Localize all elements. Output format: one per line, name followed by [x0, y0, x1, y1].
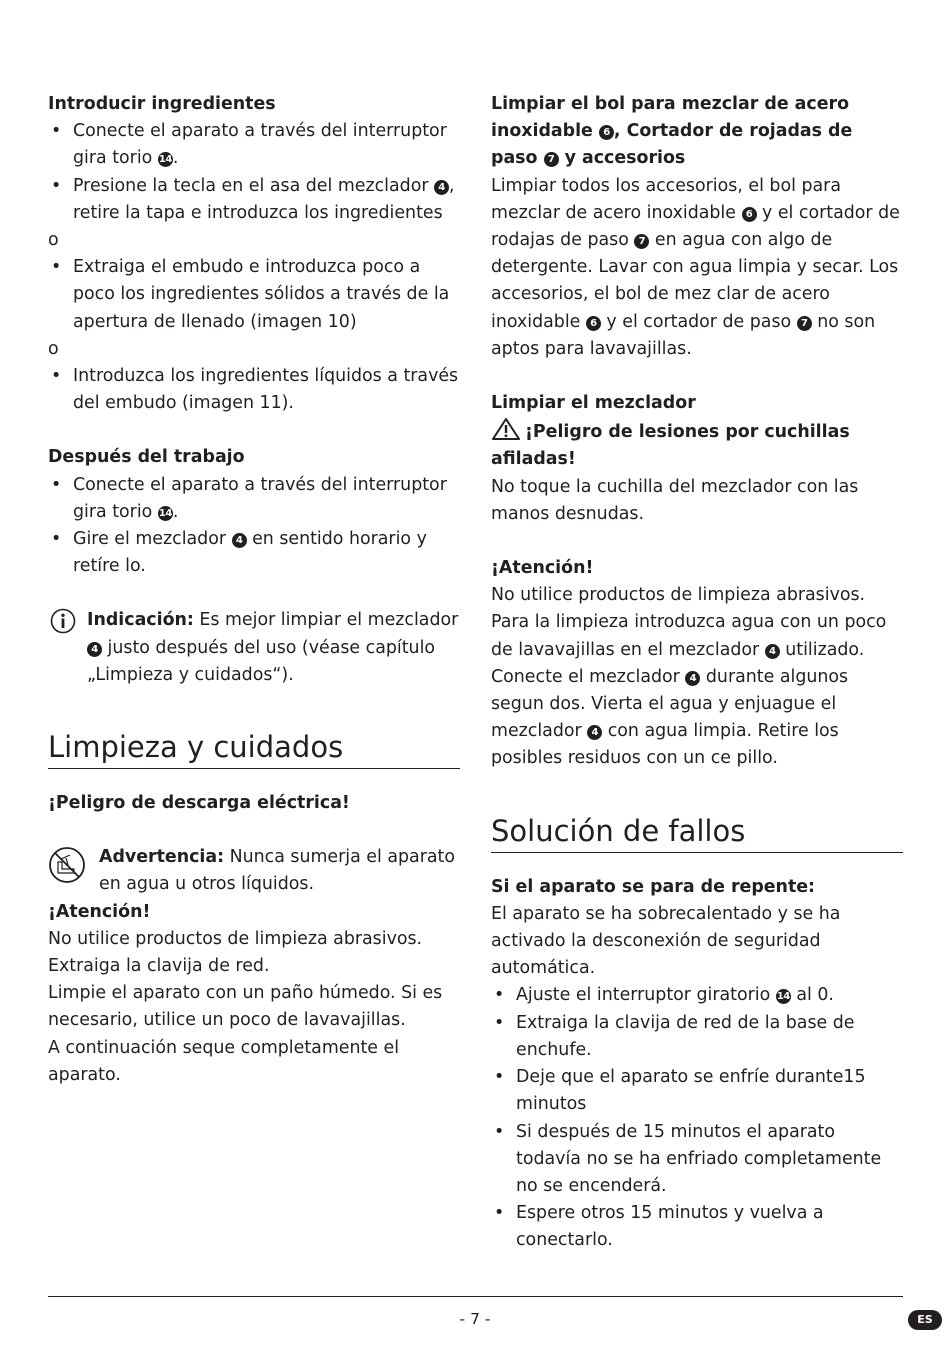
part-number-badge: 14 [158, 154, 172, 166]
list-item: • Extraiga el embudo e introduzca poco a poco los ingredientes sólidos a través de la apertura de llenado (imagen 10) [48, 254, 460, 336]
troubleshoot-list [491, 982, 903, 1254]
section-title-sudden-stop: Si el aparato se para de repente: [491, 876, 816, 897]
note-label: Indicación: [87, 610, 194, 631]
warning-label: Advertencia: [99, 847, 225, 868]
or-separator: o [48, 230, 59, 251]
danger-title: ¡Peligro de lesiones por cuchillas afiladas! [491, 417, 903, 473]
list-item: • Presione la tecla en el asa del mezclador 4 , retire la tapa e introduzca los ingredientes [48, 173, 460, 227]
paragraph: A continuación seque completamente el aparato. [48, 1037, 400, 1085]
part-number-badge: 14 [158, 507, 172, 519]
section-title-ingredients: Introducir ingredientes [48, 94, 276, 114]
section-title-bowl: Limpiar el bol para mezclar de acero inoxidable 6 , Cortador de rojadas de paso 7 y accesorios [491, 94, 853, 169]
attention-title: ¡Atención! [48, 901, 151, 922]
heading-troubleshooting: Solución de fallos [491, 813, 903, 853]
part-number-badge: 4 [587, 725, 602, 740]
part-number-badge: 4 [232, 533, 247, 548]
paragraph: No utilice productos de limpieza abrasivos. [491, 585, 866, 606]
no-immersion-icon [48, 846, 86, 884]
part-number-badge: 7 [797, 316, 812, 331]
right-column [491, 91, 903, 1255]
part-number-badge: 6 [599, 125, 614, 140]
note-box: Indicación: Es mejor limpiar el mezclador 4 justo después del uso (véase capítulo „Limpieza y cuidados“). [48, 607, 460, 689]
list-item: • Conecte el aparato a través del interruptor gira torio 14. [48, 472, 460, 526]
footer-rule [48, 1296, 903, 1297]
paragraph: El aparato se ha sobrecalentado y se ha activado la desconexión de seguridad automática. [491, 903, 841, 979]
page-number: - 7 - [459, 1310, 491, 1328]
language-badge: ES [908, 1310, 942, 1330]
paragraph: Limpiar todos los accesorios, el bol para mezclar de acero inoxidable 6 y el cortador de rodajas de paso 7 en agua con algo de detergente. Lavar con agua limpia y secar. Los accesorios, el bol de mez clar de acero inoxidable 6 y el cortador de paso 7 no son aptos para lavavajillas. [491, 175, 900, 359]
list-item: • Conecte el aparato a través del interruptor gira torio 14. [48, 118, 460, 172]
list-item: • Ajuste el interruptor giratorio 14 al 0. [491, 982, 903, 1009]
part-number-badge: 6 [586, 316, 601, 331]
paragraph: Limpie el aparato con un paño húmedo. Si es necesario, utilice un poco de lavavajillas. [48, 983, 443, 1031]
or-separator: o [48, 338, 59, 359]
warning-triangle-icon [491, 417, 521, 441]
ingredients-list [48, 118, 460, 227]
part-number-badge: 4 [685, 671, 700, 686]
part-number-badge: 6 [742, 207, 757, 222]
attention-title: ¡Atención! [491, 558, 594, 579]
part-number-badge: 4 [765, 644, 780, 659]
list-item: • Deje que el aparato se enfríe durante15 minutos [491, 1064, 903, 1118]
part-number-badge: 4 [434, 180, 449, 195]
part-number-badge: 14 [776, 991, 790, 1003]
left-column [48, 91, 460, 1089]
danger-title: ¡Peligro de descarga eléctrica! [48, 793, 350, 814]
paragraph: Para la limpieza introduzca agua con un poco de lavavajillas en el mezclador 4 utilizado. [491, 612, 887, 660]
section-title-mixer: Limpiar el mezclador [491, 393, 696, 414]
heading-cleaning: Limpieza y cuidados [48, 729, 460, 769]
list-item: • Gire el mezclador 4 en sentido horario y retíre lo. [48, 526, 460, 580]
paragraph: No utilice productos de limpieza abrasivos. [48, 928, 423, 949]
list-item: • Extraiga la clavija de red de la base de enchufe. [491, 1010, 903, 1064]
paragraph: Conecte el mezclador 4 durante algunos segun dos. Vierta el agua y enjuague el mezclador 4 con agua limpia. Retire los posibles residuos con un ce pillo. [491, 666, 849, 769]
warning-box: Advertencia: Nunca sumerja el aparato en agua u otros líquidos. [48, 844, 460, 898]
paragraph: Extraiga la clavija de red. [48, 956, 270, 977]
info-circle-icon [50, 608, 76, 634]
list-item: • Espere otros 15 minutos y vuelva a conectarlo. [491, 1200, 903, 1254]
paragraph: No toque la cuchilla del mezclador con las manos desnudas. [491, 476, 859, 524]
part-number-badge: 4 [87, 642, 102, 657]
list-item: • Introduzca los ingredientes líquidos a través del embudo (imagen 11). [48, 363, 460, 417]
list-item: • Si después de 15 minutos el aparato todavía no se ha enfriado completamente no se encenderá. [491, 1119, 903, 1201]
part-number-badge: 7 [544, 152, 559, 167]
after-work-list [48, 472, 460, 581]
section-title-after-work: Después del trabajo [48, 447, 245, 468]
part-number-badge: 7 [634, 234, 649, 249]
